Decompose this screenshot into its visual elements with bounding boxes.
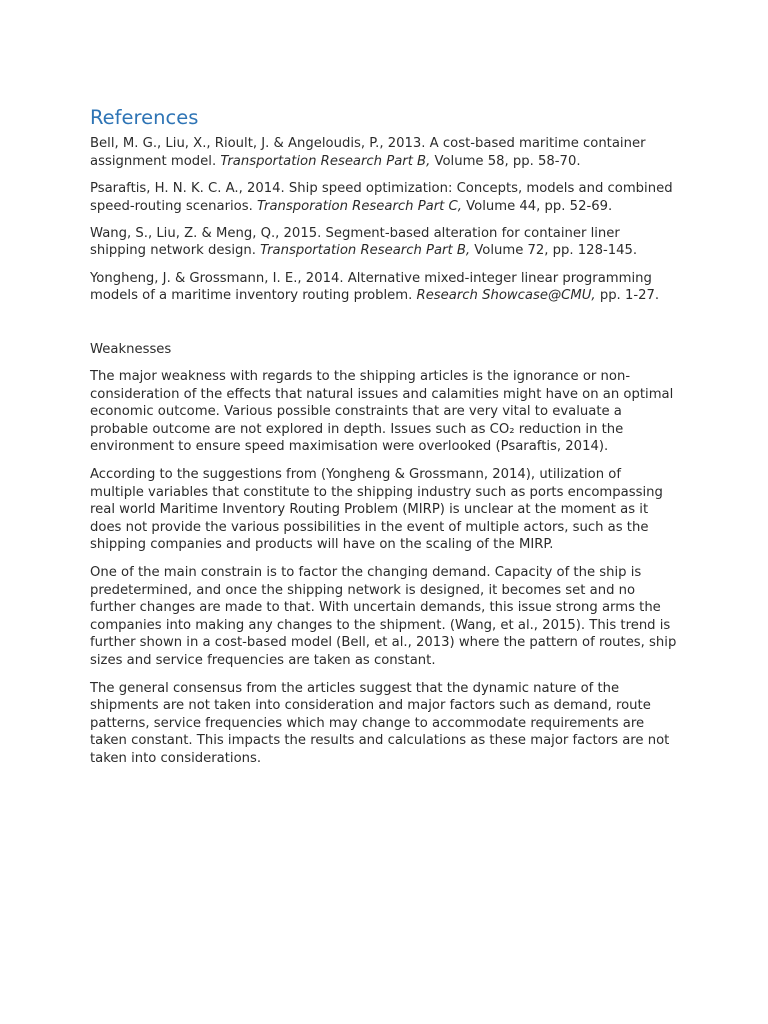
- weakness-paragraph: One of the main constrain is to factor the changing demand. Capacity of the ship is predetermined, and once the shipping network is designed, it becomes set and no further changes are made to that. With uncertain demands, this issue strong arms the companies into making any changes to the shipment. (Wang, et al., 2015). This trend is further shown in a cost-based model (Bell, et al., 2013) where the pattern of routes, ship sizes and service frequencies are taken as constant.: [90, 564, 677, 668]
- reference-text: Yongheng, J. & Grossmann, I. E., 2014. Alternative mixed-integer linear programming models of a maritime inventory routing problem.: [90, 270, 652, 304]
- references-heading: References: [90, 106, 199, 129]
- reference-details: Volume 44, pp. 52-69.: [461, 198, 613, 214]
- reference-details: pp. 1-27.: [595, 288, 660, 304]
- reference-journal: Transportation Research Part B,: [220, 153, 431, 169]
- reference-journal: Transportation Research Part B,: [260, 243, 471, 259]
- weakness-paragraph: The general consensus from the articles suggest that the dynamic nature of the shipments are not taken into consideration and major factors such as demand, route patterns, service frequencies which may change to accommodate requirements are taken constant. This impacts the results and calculations as these major factors are not taken into considerations.: [90, 680, 670, 766]
- reference-text: Psaraftis, H. N. K. C. A., 2014. Ship speed optimization: Concepts, models and combined speed-routing scenarios.: [90, 181, 673, 214]
- reference-item: [90, 270, 678, 305]
- reference-item: [90, 225, 678, 260]
- reference-details: Volume 72, pp. 128-145.: [470, 243, 638, 259]
- reference-details: Volume 58, pp. 58-70.: [430, 153, 581, 169]
- reference-journal: Transporation Research Part C,: [257, 198, 462, 214]
- reference-text: Wang, S., Liu, Z. & Meng, Q., 2015. Segment-based alteration for container liner shipping network design.: [90, 226, 620, 259]
- reference-item: [90, 180, 678, 215]
- weakness-paragraph: The major weakness with regards to the shipping articles is the ignorance or non-consideration of the effects that natural issues and calamities might have on an optimal economic outcome. Various possible constraints that are very vital to evaluate a probable outcome are not explored in depth. Issues such as CO₂ reduction in the environment to ensure speed maximisation were overlooked (Psaraftis, 2014).: [90, 369, 674, 455]
- reference-journal: Research Showcase@CMU,: [416, 288, 596, 304]
- reference-text: Bell, M. G., Liu, X., Rioult, J. & Angeloudis, P., 2013. A cost-based maritime container assignment model.: [90, 136, 646, 169]
- weaknesses-heading: Weaknesses: [90, 341, 172, 357]
- reference-item: [90, 135, 678, 170]
- weakness-paragraph: According to the suggestions from (Yongheng & Grossmann, 2014), utilization of multiple variables that constitute to the shipping industry such as ports encompassing real world Maritime Inventory Routing Problem (MIRP) is unclear at the moment as it does not provide the various possibilities in the event of multiple actors, such as the shipping companies and products will have on the scaling of the MIRP.: [90, 467, 663, 553]
